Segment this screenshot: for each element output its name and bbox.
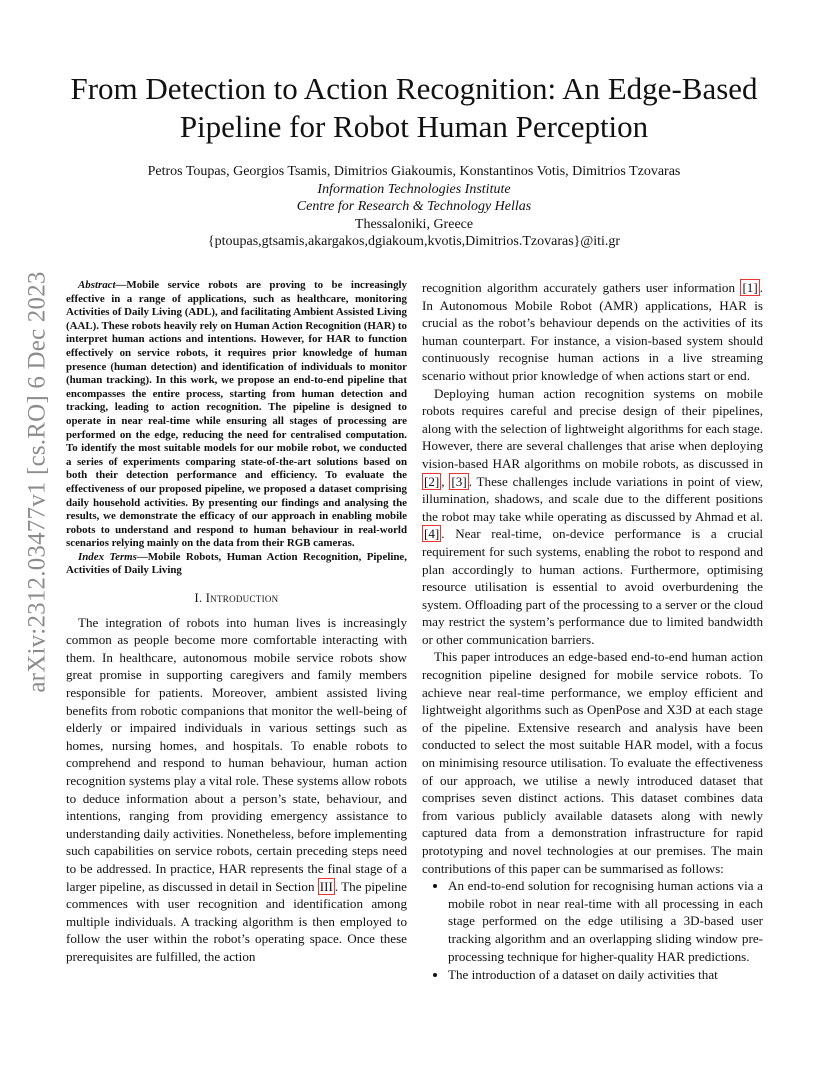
section-heading-introduction (66, 590, 407, 608)
right-column (422, 279, 763, 985)
right-para2-text-c: . These challenges include variations in point of view, illumination, shadows, and scale due to the different positions the robot may take while operating as discussed by Ahmad et al. (422, 473, 764, 524)
arxiv-identifier-stamp (10, 271, 66, 693)
index-terms-label: Index Terms (78, 550, 137, 563)
citation-link-1[interactable]: [1] (742, 280, 758, 295)
right-para2-text-a: Deploying human action recognition systems on mobile robots requires careful and precise design of their pipelines, along with the selection of lightweight algorithms for each stage. However, there are several challenges that arise when deploying vision-based HAR algorithms on mobile robots, as discussed in (422, 385, 763, 471)
section-number: I. (194, 591, 206, 606)
paper-title: From Detection to Action Recognition: An Edge-Based Pipeline for Robot Human Perception (70, 71, 758, 144)
section-reference-link[interactable]: III (319, 878, 333, 894)
contributions-list (422, 877, 763, 984)
intro-paragraph-1-text-b: . The pipeline commences with user recognition and identification among multiple individuals. A tracking algorithm is then employed to follow the user within the robot’s operating space. Once these prerequisites are fulfilled, the action (66, 878, 407, 964)
citation-link-3[interactable]: [3] (451, 473, 467, 489)
right-para1-text-b: . In Autonomous Mobile Robot (AMR) applications, HAR is crucial as the robot’s behaviour depends on the activities of its human counterpart. For instance, a vision-based system should continuously recognise human actions in a live streaming scenario without prior knowledge of when actions start or end. (422, 280, 763, 383)
contribution-item: • An end-to-end solution for recognising human actions via a mobile robot in near real-time with all processing in each stage performed on the edge utilising a 3D-based user tracking algorithm and an overlapping sliding window pre-processing technique for higher-quality HAR predictions. (448, 877, 763, 965)
affiliation-centre: Centre for Research & Technology Hellas (296, 199, 532, 214)
right-para1-text-a: recognition algorithm accurately gathers user information (422, 280, 741, 295)
section-title: Introduction (205, 591, 279, 606)
contribution-item: • The introduction of a dataset on daily activities that (448, 966, 763, 984)
left-column (66, 279, 407, 966)
intro-paragraph-2 (422, 385, 763, 649)
abstract (66, 279, 407, 551)
abstract-label: Abstract (78, 279, 116, 291)
index-terms-text: —Mobile Robots, Human Action Recognition, Pipeline, Activities of Daily Living (66, 550, 407, 577)
author-block (70, 163, 758, 251)
right-para2-text-d: . Near real-time, on-device performance is a crucial requirement for such systems, enabling the robot to respond and plan accordingly to human actions. Furthermore, optimising resource utilisation is essential to avoid overburdening the system. Offloading part of the processing to a server or the cloud may restrict the system’s performance due to limited bandwidth or other communication barriers. (422, 526, 763, 647)
right-para2-text-b: , (441, 473, 450, 489)
citation-link-2[interactable]: [2] (424, 473, 440, 489)
index-terms (66, 551, 407, 578)
intro-paragraph-1 (66, 614, 407, 966)
affiliation-location: Thessaloniki, Greece (354, 216, 474, 232)
abstract-text: —Mobile service robots are proving to be increasingly effective in a range of applications, such as healthcare, monitoring Activities of Daily Living (ADL), and facilitating Ambient Assisted Living (AAL). These robots heavily rely on Human Action Recognition (HAR) to interpret human actions and intentions. However, for HAR to function effectively on service robots, it requires prior knowledge of human presence (human detection) and identification of individuals to monitor (human tracking). In this work, we propose an end-to-end pipeline that encompasses the entire process, starting from human detection and tracking, leading to action recognition. The pipeline is designed to operate in near real-time while ensuring all stages of processing are performed on the edge, reducing the need for centralised computation. To identify the most suitable models for our mobile robot, we conducted a series of experiments comparing state-of-the-art solutions based on both their detection performance and efficiency. To evaluate the effectiveness of our proposed pipeline, we proposed a dataset comprising daily household activities. By presenting our findings and analysing the results, we demonstrate the efficacy of our approach in enabling mobile robots to understand and respond to human behaviour in real-world scenarios relying mainly on the data from their RGB cameras. (66, 279, 407, 550)
intro-paragraph-1-continued (422, 279, 763, 385)
intro-paragraph-1-text-a: The integration of robots into human lives is increasingly common as people become more comfortable interacting with them. In healthcare, autonomous mobile service robots show great promise in supporting caregivers and family members responsible for patients. Moreover, ambient assisted living benefits from robotic companions that monitor the well-being of elderly or impaired individuals in various settings such as homes, nursing homes, and hospitals. To enable robots to comprehend and respond to human behaviour, human action recognition systems play a vital role. These systems allow robots to deduce information about a person’s state, behaviour, and intentions, ranging from providing emergency assistance to understanding daily activities. Nonetheless, before implementing such capabilities on service robots, certain preceding steps need to be addressed. In practice, HAR represents the final stage of a larger pipeline, as discussed in detail in Section (66, 614, 407, 894)
author-names: Petros Toupas, Georgios Tsamis, Dimitrios Giakoumis, Konstantinos Votis, Dimitrios Tzovaras (147, 164, 681, 179)
intro-paragraph-3: This paper introduces an edge-based end-to-end human action recognition pipeline designed for mobile service robots. To achieve near real-time performance, we employ efficient and lightweight algorithms such as OpenPose and X3D at each stage of the pipeline. Extensive research and analysis have been conducted to select the most suitable HAR model, with a focus on minimising resource utilisation. To evaluate the effectiveness of our approach, we utilise a newly introduced dataset that comprises seven distinct actions. This dataset combines data from various publicly available datasets along with newly captured data from a demonstration infrastructure for rapid prototyping and novel technologies at our premises. The main contributions of this paper can be summarised as follows: (422, 649, 763, 876)
citation-link-4[interactable]: [4] (424, 526, 440, 542)
affiliation-institute: Information Technologies Institute (317, 181, 511, 197)
author-emails: {ptoupas,gtsamis,akargakos,dgiakoum,kvotis,Dimitrios.Tzovaras}@iti.gr (207, 234, 621, 249)
arxiv-identifier-text: arXiv:2312.03477v1 [cs.RO] 6 Dec 2023 (24, 271, 51, 693)
